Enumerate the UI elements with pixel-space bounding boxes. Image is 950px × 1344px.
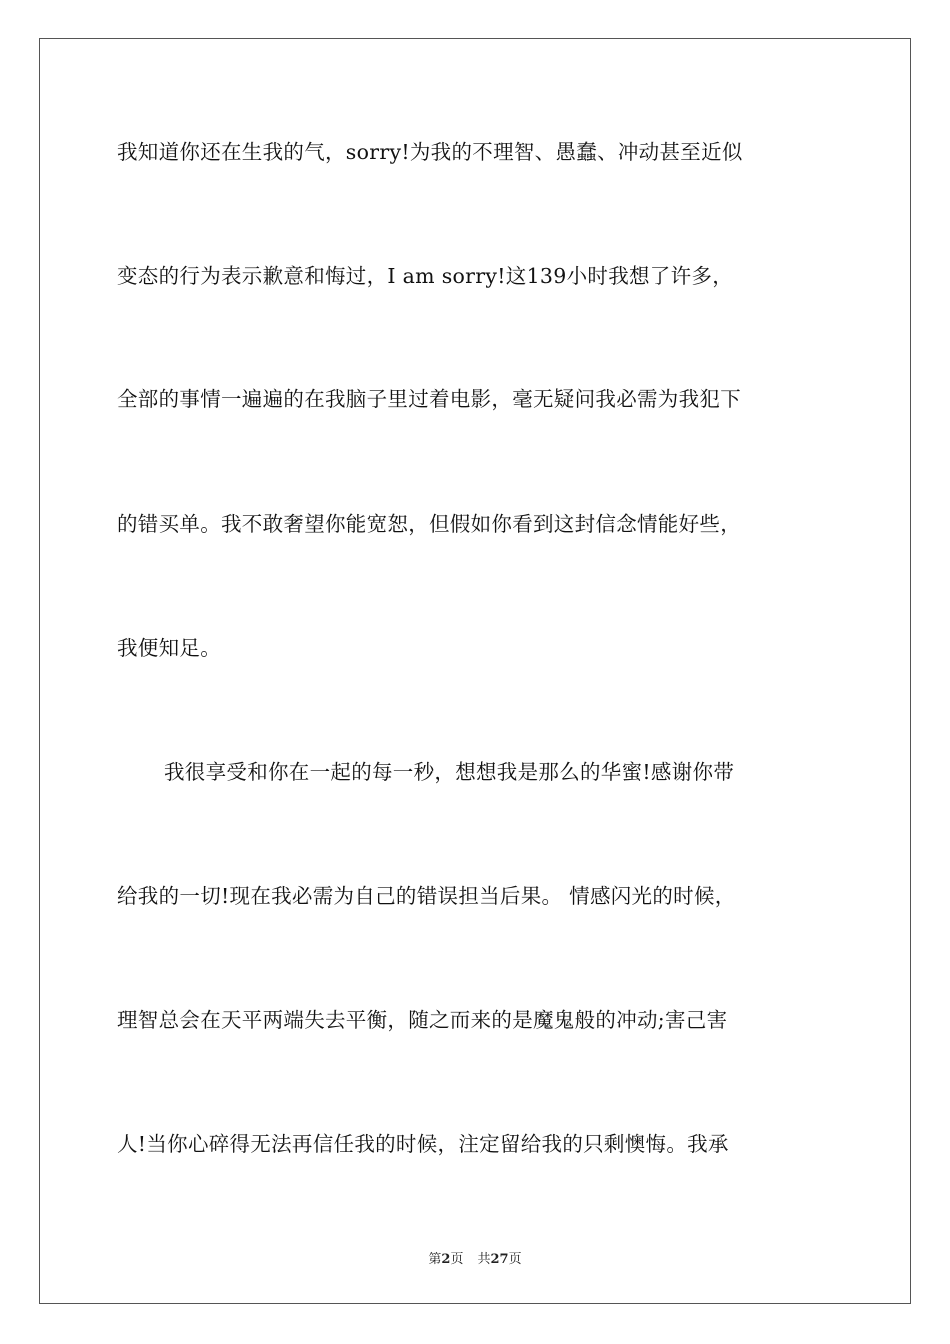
page-footer <box>0 1248 950 1267</box>
text-line-5: 我便知足。 <box>117 636 221 660</box>
text-line-6: 我很享受和你在一起的每一秒，想想我是那么的华蜜!感谢你带 <box>164 760 735 784</box>
page-number: 2 <box>441 1252 451 1267</box>
total-prefix: 共 <box>477 1252 491 1267</box>
page-border <box>39 38 911 1304</box>
total-pages: 27 <box>490 1252 509 1267</box>
text-line-4: 的错买单。我不敢奢望你能宽恕，但假如你看到这封信念情能好些， <box>117 512 741 536</box>
text-line-2: 变态的行为表示歉意和悔过，I am sorry!这139小时我想了许多， <box>117 264 733 288</box>
page-prefix: 第 <box>428 1252 442 1267</box>
text-line-7: 给我的一切!现在我必需为自己的错误担当后果。 情感闪光的时候， <box>117 884 736 908</box>
total-suffix: 页 <box>508 1252 522 1267</box>
text-line-1: 我知道你还在生我的气，sorry!为我的不理智、愚蠢、冲动甚至近似 <box>117 140 743 164</box>
text-line-3: 全部的事情一遍遍的在我脑子里过着电影，毫无疑问我必需为我犯下 <box>117 387 741 411</box>
page-suffix: 页 <box>450 1252 464 1267</box>
text-line-8: 理智总会在天平两端失去平衡，随之而来的是魔鬼般的冲动;害己害 <box>117 1008 728 1032</box>
text-line-9: 人!当你心碎得无法再信任我的时候，注定留给我的只剩懊悔。我承 <box>117 1132 729 1156</box>
